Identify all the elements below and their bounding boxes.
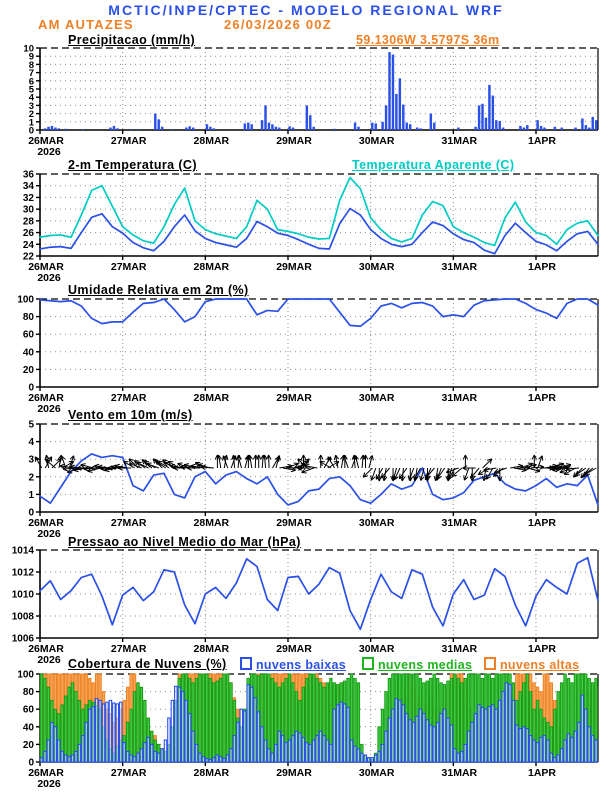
svg-text:6: 6	[28, 76, 34, 88]
svg-text:5: 5	[28, 84, 34, 96]
svg-text:4: 4	[28, 437, 34, 449]
svg-text:2026: 2026	[37, 528, 61, 540]
svg-text:27MAR: 27MAR	[110, 135, 147, 147]
svg-text:31MAR: 31MAR	[441, 643, 478, 655]
panel-title-clouds: Cobertura de Nuvens (%)	[68, 657, 227, 671]
legend-nuvens-baixas: nuvens baixas	[240, 657, 346, 672]
station-coords-label: 59.1306W 3.5797S 36m	[356, 33, 500, 47]
svg-text:26MAR: 26MAR	[28, 643, 64, 655]
svg-text:32: 32	[22, 192, 34, 204]
svg-text:0: 0	[28, 507, 34, 519]
svg-text:1: 1	[28, 117, 34, 129]
svg-text:2: 2	[28, 472, 34, 484]
svg-text:31MAR: 31MAR	[441, 261, 478, 273]
svg-text:1APR: 1APR	[527, 261, 557, 273]
svg-text:1006: 1006	[11, 633, 34, 645]
svg-text:27MAR: 27MAR	[110, 261, 147, 273]
svg-text:3: 3	[28, 454, 34, 466]
svg-text:3: 3	[28, 100, 34, 112]
svg-text:30MAR: 30MAR	[358, 517, 395, 529]
svg-text:29MAR: 29MAR	[276, 135, 312, 147]
svg-text:30MAR: 30MAR	[358, 643, 395, 655]
svg-text:31MAR: 31MAR	[441, 392, 478, 404]
svg-text:2026: 2026	[37, 778, 61, 790]
model-title: MCTIC/INPE/CPTEC - MODELO REGIONAL WRF	[108, 2, 504, 18]
svg-text:1010: 1010	[11, 589, 34, 601]
svg-text:29MAR: 29MAR	[276, 261, 312, 273]
svg-text:31MAR: 31MAR	[441, 767, 478, 779]
svg-text:2: 2	[28, 109, 34, 121]
legend-nuvens-medias: nuvens medias	[362, 657, 472, 672]
svg-text:8: 8	[28, 59, 34, 71]
svg-text:27MAR: 27MAR	[110, 767, 147, 779]
svg-text:22: 22	[22, 251, 34, 263]
svg-text:26MAR: 26MAR	[28, 261, 64, 273]
panel-title-temperature: 2-m Temperatura (C)	[68, 158, 197, 172]
svg-text:20: 20	[22, 364, 34, 376]
svg-text:28: 28	[22, 216, 34, 228]
svg-text:1APR: 1APR	[527, 643, 557, 655]
svg-text:34: 34	[22, 181, 34, 193]
svg-text:0: 0	[28, 125, 34, 137]
svg-text:9: 9	[28, 51, 34, 63]
svg-text:2026: 2026	[37, 654, 61, 666]
panel-title-wind: Vento em 10m (m/s)	[68, 408, 193, 422]
panel-title-pressure: Pressao ao Nivel Medio do Mar (hPa)	[68, 535, 301, 549]
svg-text:1APR: 1APR	[527, 517, 557, 529]
svg-text:29MAR: 29MAR	[276, 767, 312, 779]
svg-text:2026: 2026	[37, 272, 61, 284]
svg-text:60: 60	[22, 329, 34, 341]
svg-text:20: 20	[22, 739, 34, 751]
svg-text:27MAR: 27MAR	[110, 392, 147, 404]
svg-text:28MAR: 28MAR	[193, 643, 230, 655]
station-label: AM AUTAZES	[38, 17, 134, 32]
svg-text:4: 4	[28, 92, 34, 104]
panel-title-humidity: Umidade Relativa em 2m (%)	[68, 283, 249, 297]
legend-nuvens-altas: nuvens altas	[484, 657, 579, 672]
svg-text:80: 80	[22, 312, 34, 324]
svg-text:1014: 1014	[11, 545, 34, 557]
svg-text:27MAR: 27MAR	[110, 517, 147, 529]
svg-text:30MAR: 30MAR	[358, 261, 395, 273]
svg-text:100: 100	[17, 669, 34, 681]
svg-text:2026: 2026	[37, 403, 61, 415]
svg-text:5: 5	[28, 419, 34, 431]
svg-text:1012: 1012	[11, 567, 34, 579]
panel-title-precipitation: Precipitacao (mm/h)	[68, 33, 196, 47]
svg-text:60: 60	[22, 704, 34, 716]
svg-text:30: 30	[22, 204, 34, 216]
panel-title-apparent-temperature: Temperatura Aparente (C)	[352, 158, 515, 172]
svg-text:26: 26	[22, 228, 34, 240]
run-datetime-label: 26/03/2026 00Z	[224, 17, 332, 32]
svg-text:26MAR: 26MAR	[28, 767, 64, 779]
svg-text:1APR: 1APR	[527, 135, 557, 147]
svg-text:0: 0	[28, 382, 34, 394]
svg-text:1APR: 1APR	[527, 767, 557, 779]
svg-text:1: 1	[28, 489, 34, 501]
svg-text:26MAR: 26MAR	[28, 135, 64, 147]
svg-text:10: 10	[23, 43, 34, 55]
svg-text:1APR: 1APR	[527, 392, 557, 404]
svg-text:28MAR: 28MAR	[193, 135, 230, 147]
svg-text:40: 40	[22, 722, 34, 734]
svg-text:28MAR: 28MAR	[193, 767, 230, 779]
svg-text:100: 100	[17, 294, 34, 306]
svg-text:29MAR: 29MAR	[276, 392, 312, 404]
svg-text:36: 36	[22, 169, 34, 181]
svg-text:0: 0	[28, 757, 34, 769]
svg-text:80: 80	[22, 687, 34, 699]
svg-text:26MAR: 26MAR	[28, 392, 64, 404]
svg-text:29MAR: 29MAR	[276, 643, 312, 655]
svg-text:7: 7	[28, 68, 34, 80]
svg-text:31MAR: 31MAR	[441, 135, 478, 147]
svg-text:28MAR: 28MAR	[193, 261, 230, 273]
svg-text:28MAR: 28MAR	[193, 392, 230, 404]
svg-text:30MAR: 30MAR	[358, 392, 395, 404]
svg-text:29MAR: 29MAR	[276, 517, 312, 529]
svg-text:40: 40	[22, 347, 34, 359]
svg-text:30MAR: 30MAR	[358, 135, 395, 147]
svg-text:31MAR: 31MAR	[441, 517, 478, 529]
svg-text:27MAR: 27MAR	[110, 643, 147, 655]
svg-text:30MAR: 30MAR	[358, 767, 395, 779]
svg-text:2026: 2026	[37, 146, 61, 158]
svg-text:24: 24	[22, 239, 34, 251]
svg-text:26MAR: 26MAR	[28, 517, 64, 529]
svg-text:1008: 1008	[11, 611, 34, 623]
svg-text:28MAR: 28MAR	[193, 517, 230, 529]
